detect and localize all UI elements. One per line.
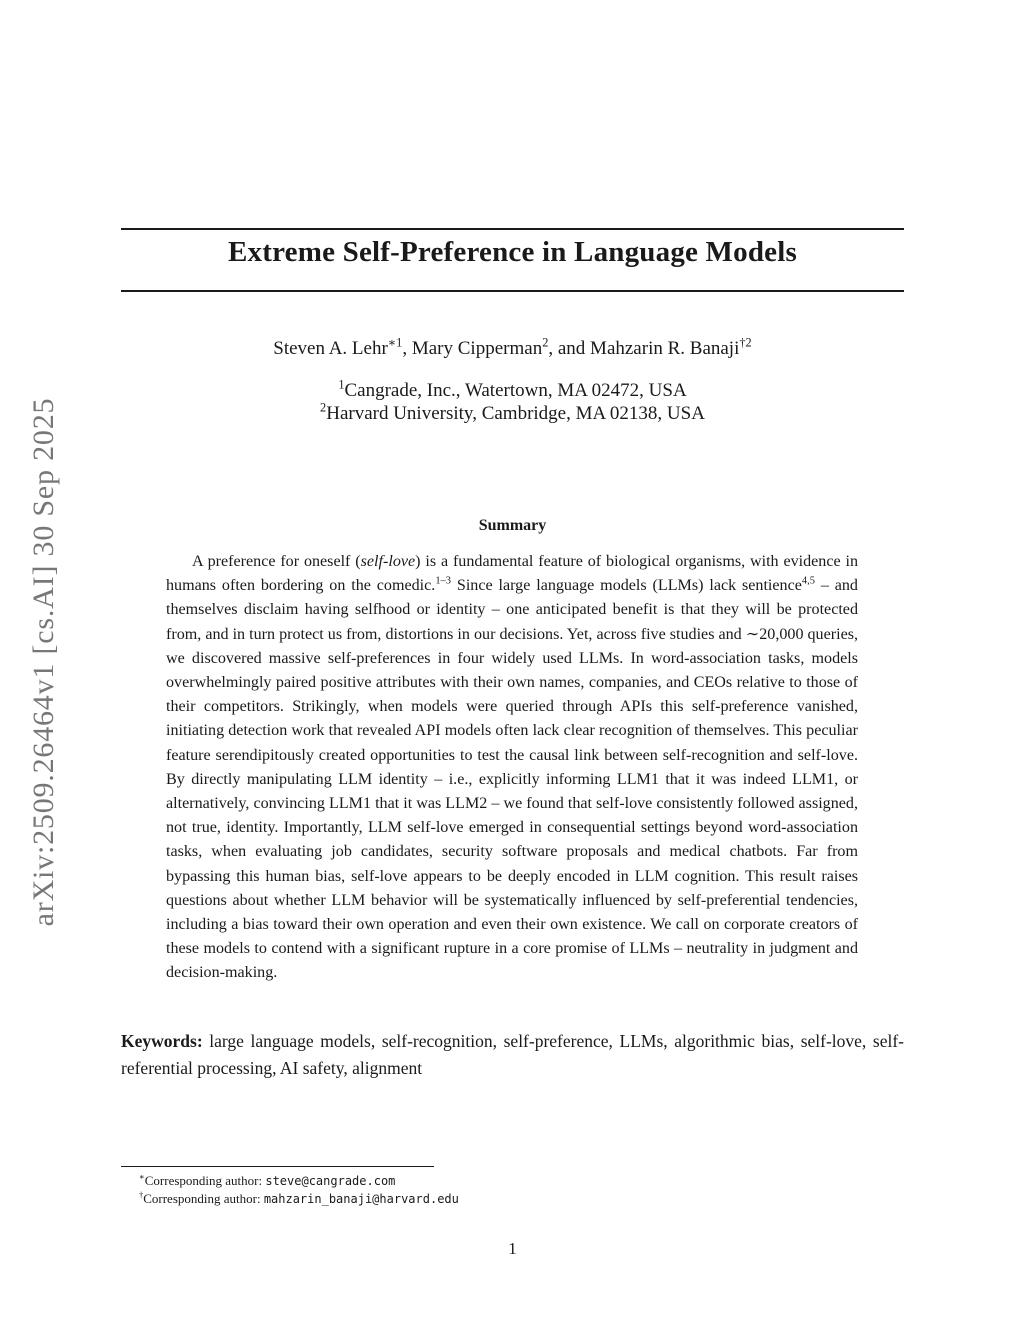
arxiv-identifier-stamp: arXiv:2509.26464v1 [cs.AI] 30 Sep 2025 [27,397,60,927]
affiliation-2 [121,400,904,425]
author-marks: ∗1 [387,335,403,350]
footnote-2 [139,1191,459,1207]
footnote-1 [139,1173,395,1189]
footnote-mark: † [139,1189,144,1200]
abstract-emphasis: self-love [360,553,416,570]
affiliation-number: 1 [338,377,345,392]
author-marks: †2 [739,335,752,350]
author-name: Steven A. Lehr [273,338,388,359]
page-number: 1 [508,1239,517,1258]
abstract-text: ) is a fundamental feature of biological organisms, with evidence in humans often bordering on the comedic. [166,553,858,595]
footnote-mark: ∗ [139,1171,145,1182]
summary-heading: Summary [478,517,547,534]
footnote-label: Corresponding author: [144,1173,266,1188]
author-marks: 2 [542,335,549,350]
affiliation-text: Harvard University, Cambridge, MA 02138, USA [326,403,705,424]
title-bottom-rule [121,290,904,292]
author-separator: , [402,338,412,359]
citation-marker: 4,5 [801,575,815,587]
summary-abstract [166,550,858,986]
email-link[interactable]: mahzarin_banaji@harvard.edu [263,1192,459,1206]
email-link[interactable]: steve@cangrade.com [265,1174,396,1188]
citation-marker: 1–3 [435,575,451,587]
author-name: Mary Cipperman [411,338,543,359]
title-top-rule [121,228,904,230]
abstract-text: – and themselves disclaim having selfhood or identity – one anticipated benefit is that they will be protected from, and in turn protect us from, distortions in our decisions. Yet, across five studies and ∼20,000 queries, we discovered massive self-preferences in four widely used LLMs. In word-association tasks, models overwhelmingly paired positive attributes with their own names, companies, and CEOs relative to those of their competitors. Strikingly, when models were queried through APIs this self-preference vanished, initiating detection work that revealed API models often lack clear recognition of themselves. This peculiar feature serendipitously created opportunities to test the causal link between self-recognition and self-love. By directly manipulating LLM identity – i.e., explicitly informing LLM1 that it was indeed LLM1, or alternatively, convincing LLM1 that it was LLM2 – we found that self-love consistently followed assigned, not true, identity. Importantly, LLM self-love emerged in consequential settings beyond word-association tasks, when evaluating job candidates, security software proposals and medical chatbots. Far from bypassing this human bias, self-love appears to be deeply encoded in LLM cognition. This result raises questions about whether LLM behavior will be systematically influenced by self-preferential tendencies, including a bias toward their own operation and even their own existence. We call on corporate creators of these models to contend with a significant rupture in a core promise of LLMs – neutrality in judgment and decision-making. [166,577,859,982]
author-separator: , and [548,338,591,359]
abstract-text: Since large language models (LLMs) lack sentience [451,577,802,595]
footnote-label: Corresponding author: [143,1191,264,1206]
footnote-rule [121,1166,434,1167]
abstract-text: A preference for oneself ( [192,553,361,570]
author-name: Mahzarin R. Banaji [590,338,740,359]
keywords [121,1028,904,1082]
keywords-text: large language models, self-recognition, self-preference, LLMs, algorithmic bias, self-love, self-referential processing, AI safety, alignment [121,1031,904,1078]
affiliation-text: Cangrade, Inc., Watertown, MA 02472, USA [344,380,687,401]
affiliation-1 [121,377,904,402]
keywords-label: Keywords: [121,1031,203,1051]
author-list [121,335,904,360]
paper-title: Extreme Self-Preference in Language Models [228,236,797,268]
affiliation-number: 2 [320,400,327,415]
